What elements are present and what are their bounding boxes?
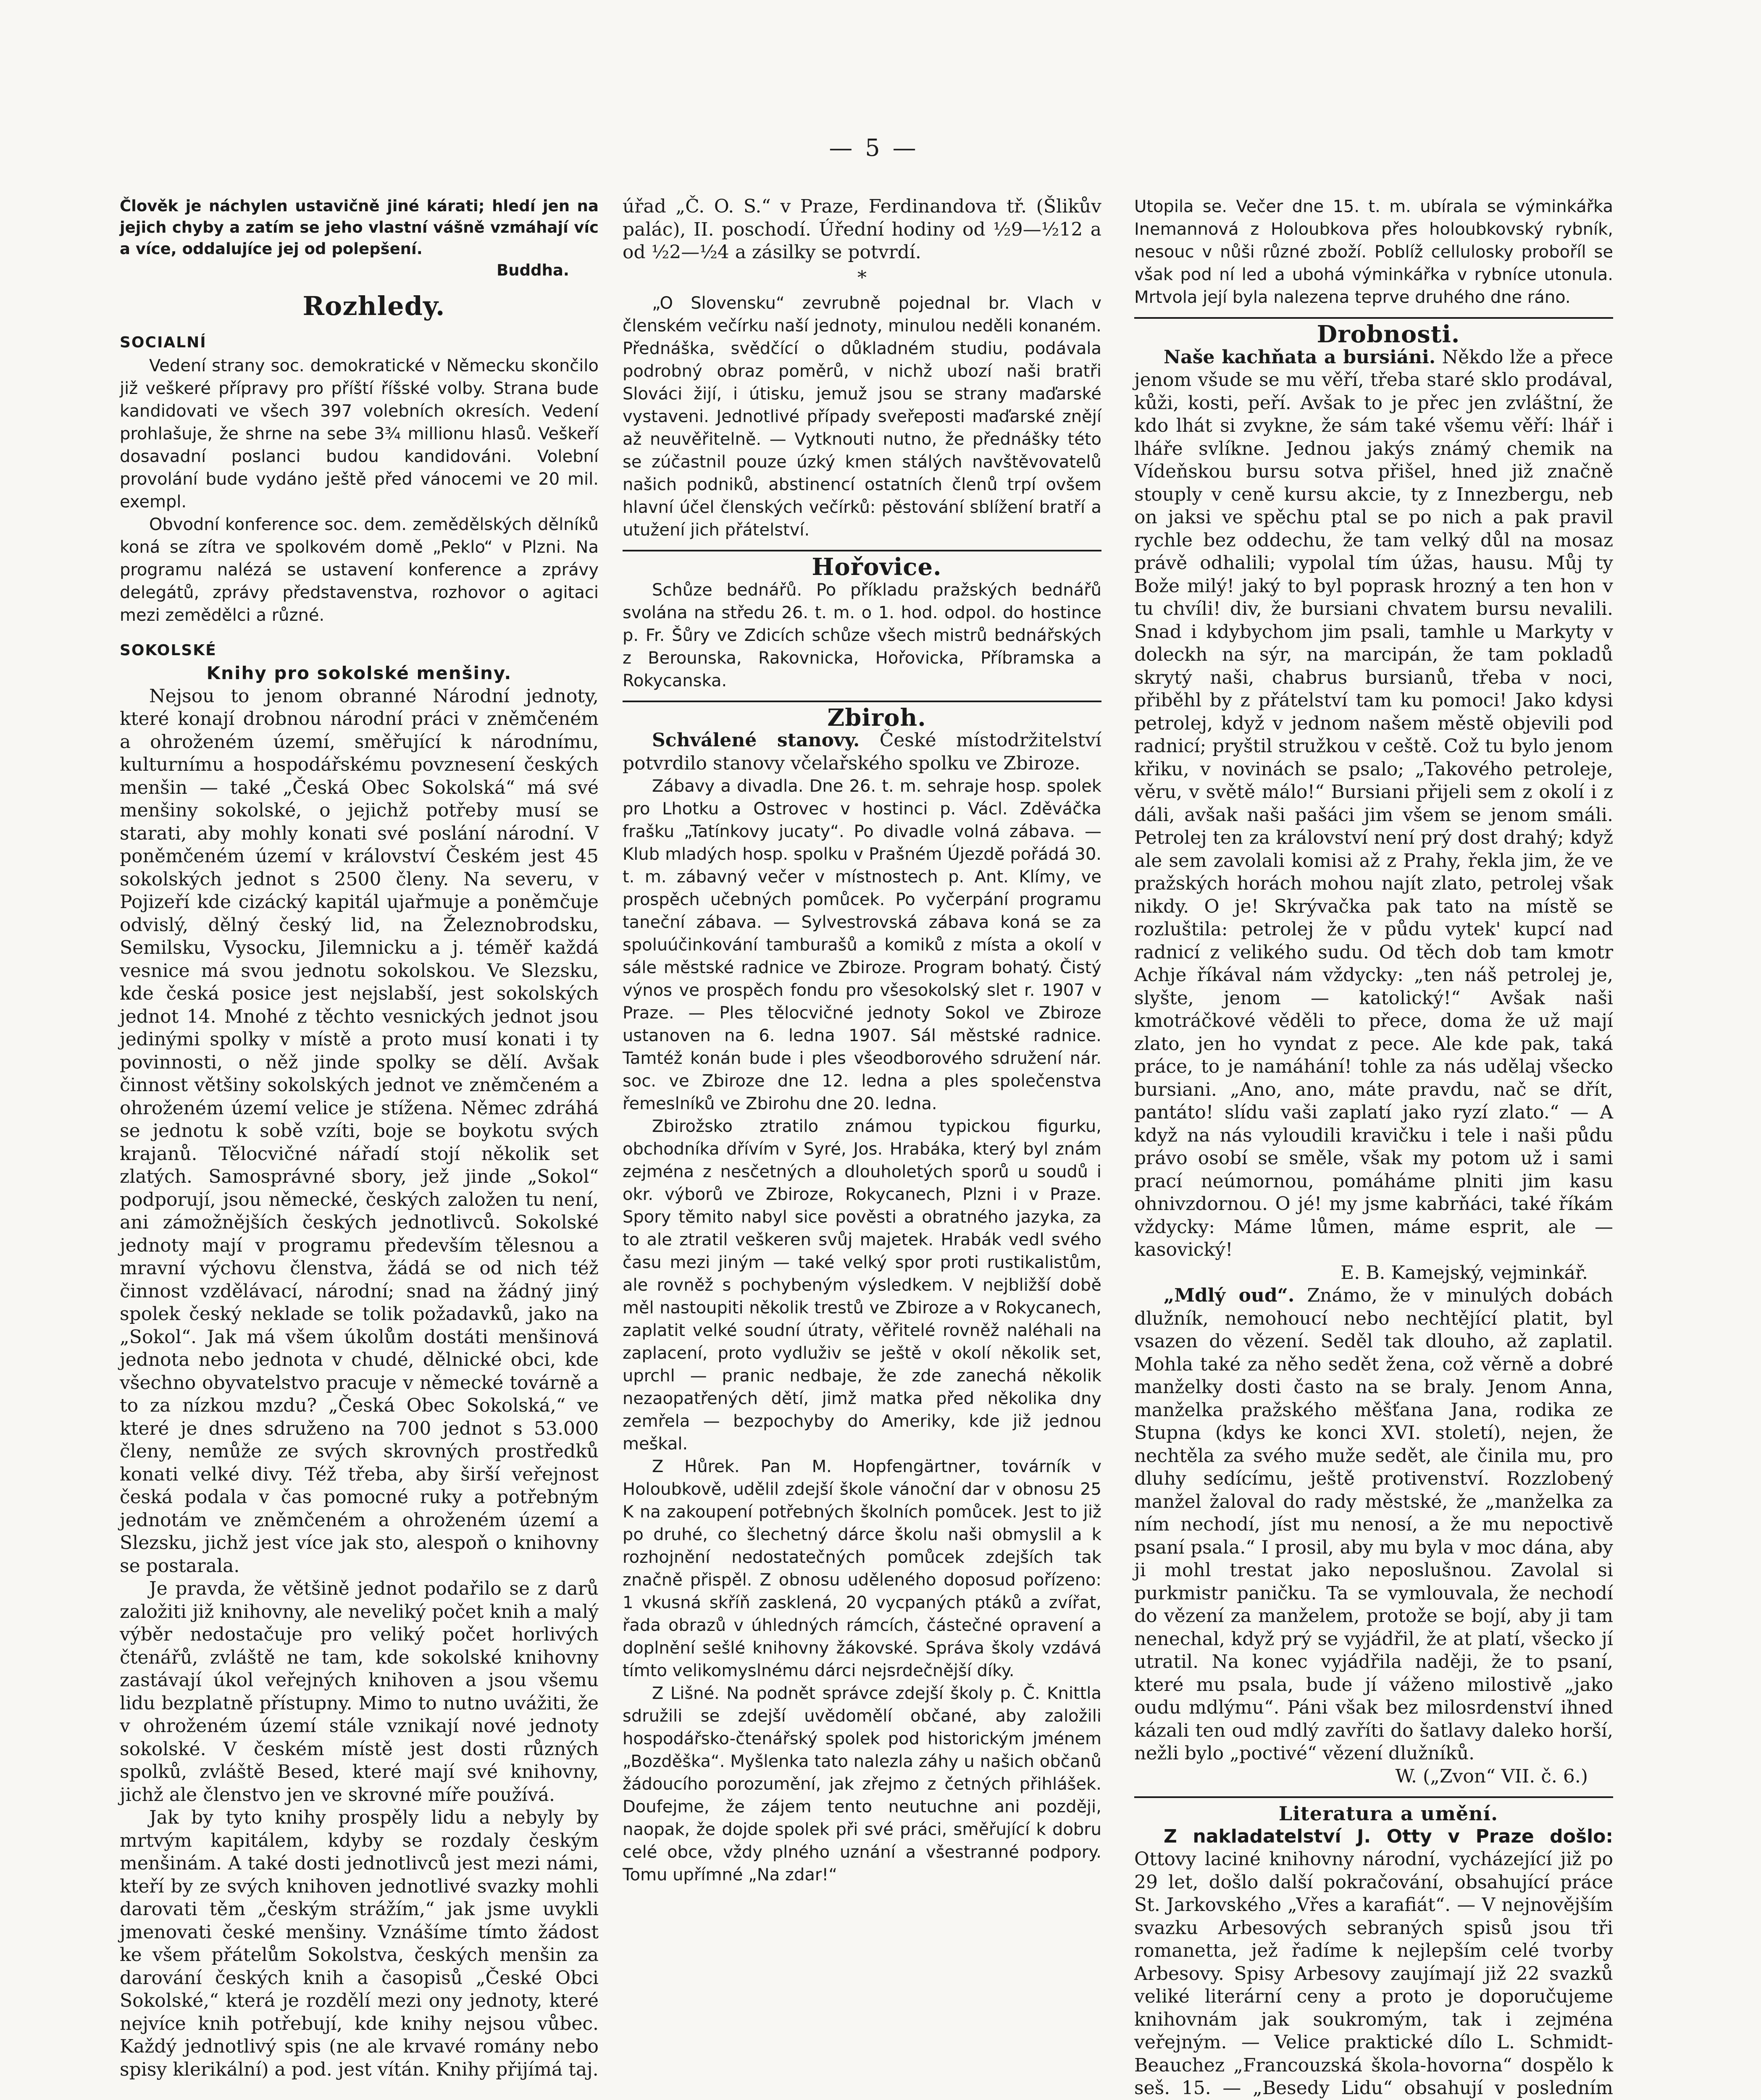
article-kachnata-text: Někdo lže a přece jenom všude se mu věří, třeba staré sklo prodával, kůži, kosti, peří. Avšak to je přec jen zvláštní, že kdo lhát si zvykne, že sám také všemu věří: lhář i lháře svlíkne. Jednou jakýs známý chemik na Vídeňskou bursu sotva přišel, hned již značně stouply v ceně kursu akcie, ty z Innezbergu, neb on jaksi ve spěchu ptal se po nich a pak pravil rychle bez oddechu, že tam velký důl na mosaz právě odhalili; vypolal tím úžas, hausu. Můj ty Bože milý! jaký to byl poprask hrozný a ten hon v tu chvíli! div, že bursiani chvatem bursu nevalili. Snad i kdybychom jim psali, tamhle u Markyty v doleckh na sýr, na marcipán, že tam pokladů skrytý naši, chabrus bursianů, třeba v noci, přiběhl by z přátelství tam ku pomoci! Jako kdysi petrolej, když v jednom našem městě objevili pod radnicí; pryštil stružkou v ceště. Což tu bylo jenom křiku, v novinách se psalo; „Takového petroleje, věru, v světě málo!“ Bursiani přijeli sem z okolí i z dáli, avšak naši pašáci jim všem se jenom smáli. Petrolej ten za království není prý dost drahý; když ale sem zavolali komisi až z Prahy, řekla jim, že ve pražských horách mohou najít zlato, petrolej však nikdy. O je! Skrývačka pak tato na místě se rozluštila: petrolej že v půdu vytek' kupcí nad radnicí z velikého sudu. Od těch dob tam kmotr Achje říkával nám vždycky: „ten náš petrolej je, slyšte, jenom — katolický!“ Avšak naši kmotráčkové věděli to přece, doma že už mají zlato, jen ho vyndat z pece. Ale kde pak, taká práce, to je namáhání! tohle za nás udělaj všecko bursiani. „Ano, ano, máte pravdu, nač se dřít, pantáto! slídu vaši zaplatí jako ryzí zlato.“ — A když na nás vyloudili kravičku i tele i naši půdu právo osobí se směle, však my potom už i sami prací neúmornou, pomáháme plniti jim kasu ohnivzdornou. O jé! my jsme kabrňáci, také říkám vždycky: Máme lůmen, máme esprit, ale — kasovický!	[1134, 346, 1613, 1260]
article-socialni-1: Vedení strany soc. demokratické v Německu skončilo již veškeré přípravy pro příští říšské volby. Strana bude kandidovati ve všech 397 volebních okresích. Vedení prohlašuje, že shrne na sebe 3¾ millionu hlasů. Veškeří dosavadní poslanci budou kandidováni. Volební provolání bude vydáno ještě před vánocemi ve 20 mil. exempl.	[120, 356, 599, 512]
label-sokolske: SOKOLSKÉ	[120, 641, 217, 659]
article-title-kachnata: Naše kachňata a bursiáni.	[1164, 346, 1436, 368]
page-number: — 5 —	[829, 134, 919, 162]
column-rule	[623, 550, 1101, 551]
signature-kamejsky: E. B. Kamejský, vejminkář.	[1340, 1262, 1588, 1284]
article-utopila-se: Utopila se. Večer dne 15. t. m. ubírala se výminkářka Inemannová z Holoubkova přes holoubkovský rybník, nesouc v nůši různé zboží. Poblíž cellulosky proboříl se však pod ní led a ubohá výminkářka v rybníce utonula. Mrtvola její byla nalezena teprve druhého dne ráno.	[1134, 197, 1613, 307]
column-rule	[1134, 317, 1613, 319]
column-1	[120, 195, 599, 2081]
column-3	[1134, 195, 1613, 2100]
article-sokol-paragraph-2: Je pravda, že většině jednot podařilo se z darů založiti již knihovny, ale neveliký počet knih a malý výběr nedostačuje pro veliký počet horlivých čtenářů, zvláště ne tam, kde sokolské knihovny zastávají úkol veřejných knihoven a jsou všemu lidu bezplatně přístupny. Mimo to nutno uvážiti, že v ohroženém území stále vznikají nové jednoty sokolské. V českém místě jest dosti různých spolků, zvláště Besed, které mají své knihovny, jichž ale členstvo jen ve skrovné míře používá.	[120, 1578, 599, 1806]
section-heading-rozhledy: Rozhledy.	[302, 291, 445, 321]
article-mdly-text: Známo, že v minulých dobách dlužník, nemohoucí nebo nechtějící platit, byl vsazen do vězení. Seděl tak dlouho, až zaplatil. Mohla také za něho sedět žena, což věrně a dobré manželky dosti často na se braly. Jenom Anna, manželka pražského měšťana Jana, rodika ze Stupna (kdys ke konci XVI. století), nejen, že nechtěla za svého muže sedět, ale činila mu, pro dluhy sedícímu, ještě protivenství. Rozzlobený manžel žaloval do rady městské, že „manželka za ním nechodí, jíst mu nenosí, a že mu nepoctivě psaní psala.“ I prosil, aby mu byla v moc dána, aby ji mohl trestat jako neposlušnou. Zavolal si purkmistr paničku. Ta se vymlouvala, že nechodí do vězení za manželem, protože se bojí, aby ji tam nenechal, když prý se vyjádřil, že at platí, všecko jí utratil. Na konec vyjádřila naději, že to psaní, které mu psala, bude jí váženo milostivě „jako oudu mdlýmu“. Páni však bez milosrdenství ihned kázali ten oud mdlý zavříti do šatlavy daleko horší, nežli bylo „poctivé“ vězení dlužníků.	[1134, 1285, 1613, 1764]
article-sokol-continued: úřad „Č. O. S.“ v Praze, Ferdinandova tř. (Šlikův palác), II. poschodí. Úřední hodiny od ½9—½12 a od ½2—½4 a zásilky se potvrdí.	[623, 196, 1101, 263]
article-title-sokol: Knihy pro sokolské menšiny.	[206, 663, 512, 683]
article-sokol-paragraph-1: Nejsou to jenom obranné Národní jednoty, které konají drobnou národní práci v zněmčeném a ohroženém území, směřující k národnímu, kulturnímu a hospodářskému povznesení českých menšin — také „Česká Obec Sokolská“ má své menšiny sokolské, o jejichž potřeby musí se starati, aby mohly konati své poslání národní. V poněmčeném území v království Českém jest 45 sokolských jednot s 2500 členy. Na severu, v Pojizeří kde cizácký kapitál ujařmuje a poněmčuje odvislý, dělný český lid, na Železnobrodsku, Semilsku, Vysocku, Jilemnicku a j. téměř každá vesnice má svou jednotu sokolskou. Ve Slezsku, kde česká posice jest nejslabší, jest sokolských jednot 14. Mnohé z těchto vesnických jednot jsou jedinými spolky v místě a proto musí konati i ty povinnosti, o něž jinde spolky se dělí. Avšak činnost většiny sokolských jednot ve zněmčeném a ohroženém území velice je stížena. Němec zdráhá se jednotu k sobě vzíti, boje se boykotu svých krajanů. Tělocvičné nářadí stojí několik set zlatých. Samosprávné sbory, jež jinde „Sokol“ podporují, jsou německé, českých založen tu není, ani zámožnějších českých jednotlivců. Sokolské jednoty mají v programu především tělesnou a mravní výchovu členstva, žádá se od nich též činnost vzdělávací, národní; snad na žádný jiný spolek český neklade se tolik požadavků, jako na „Sokol“. Jak má všem úkolům dostáti menšinová jednota nebo jednota v chudé, dělnické obci, kde všechno obyvatelstvo pracuje v německé továrně a to za nízkou mzdu? „Česká Obec Sokolská,“ ve které je dnes sdruženo na 700 jednot s 53.000 členy, nemůže ze svých skrovných prostředků konati velké divy. Též třeba, aby širší veřejnost česká podala v čas pomocné ruky a potřebným jednotám ve zněmčeném a ohroženém území a Slezsku, jichž jest více jak sto, alespoň o knihovny se postarala.	[120, 685, 599, 1577]
article-sokol-paragraph-3: Jak by tyto knihy prospěly lidu a nebyly by mrtvým kapitálem, kdyby se rozdaly českým menšinám. A také dosti jednotlivců jest mezi námi, kteří by ze svých knihoven jednotlivé svazky mohli darovati těm „českým strážím,“ jak jsme uvykli jmenovati české menšiny. Vznášíme tímto žádost ke všem přátelům Sokolstva, českých menšin za darování českých knih a časopisů „České Obci Sokolské,“ která je rozdělí mezi ony jednoty, které nejvíce knih potřebují, kde knihy nejsou vůbec. Každý jednotlivý spis (ne ale krvavé romány nebo spisy klerikální) a pod. jest vítán. Knihy přijímá taj.	[120, 1807, 599, 2080]
signature-zvon: W. („Zvon“ VII. č. 6.)	[1395, 1765, 1588, 1787]
article-lead-otto: Z nakladatelství J. Otty v Praze došlo:	[1164, 1825, 1613, 1847]
article-title-mdly-oud: „Mdlý oud“.	[1164, 1285, 1295, 1306]
label-socialni: SOCIALNÍ	[120, 334, 207, 351]
article-schvalene-stanovy	[623, 729, 1101, 775]
section-heading-horovice: Hořovice.	[812, 553, 942, 581]
article-literatura	[1134, 1825, 1613, 2100]
article-socialni-2: Obvodní konference soc. dem. zemědělských dělníků koná se zítra ve spolkovém domě „Peklo“ v Plzni. Na programu nalézá se ustavení konference a zprávy delegátů, zprávy představenstva, rozhovor o agitaci mezi zemědělci a různé.	[120, 514, 599, 625]
column-2	[623, 195, 1101, 1886]
column-rule	[623, 701, 1101, 702]
column-rule	[1134, 1796, 1613, 1798]
article-schvalene-text: České místodržitelství potvrdilo stanovy včelařského spolku ve Zbiroze.	[623, 730, 1101, 774]
separator-star: *	[857, 267, 867, 289]
epigraph-text: Člověk je náchylen ustavičně jiné kárati; hledí jen na jejich chyby a zatím se jeho vlastní vášně vzmáhají víc a více, oddalujíce jej od polepšení.	[120, 197, 599, 258]
article-mdly-oud	[1134, 1284, 1613, 1765]
article-z-lisne: Z Lišné. Na podnět správce zdejší školy p. Č. Knittla sdružili se zdejší uvědomělí občané, aby založili hospodářsko-čtenářský spolek pod historickým jménem „Bozděška“. Myšlenka tato nalezla záhy u našich občanů žádoucího porozumění, jak zřejmo z četných přihlášek. Doufejme, že zájem tento neutuchne ani později, naopak, že dojde spolek při své práci, směřující k dobru celé obce, vždy plného uznání a všestranné podpory. Tomu upřímné „Na zdar!“	[623, 1684, 1101, 1885]
section-heading-literatura: Literatura a umění.	[1278, 1802, 1498, 1825]
article-z-hurek: Z Hůrek. Pan M. Hopfengärtner, továrník v Holoubkově, udělil zdejší škole vánoční dar v obnosu 25 K na zakoupení potřebných školních pomůcek. Jest to již po druhé, co šlechetný dárce školu naši obmyslil a k rozhojnění nedostatečných pomůcek zdejších tak značně přispěl. Z obnosu uděleného doposud pořízeno: 1 vkusná skříň zasklená, 20 vycpaných ptáků a zvířat, řada obrazů v úhledných rámcích, částečné opravení a doplnění sešlé knihovny žákovské. Správa školy vzdává tímto velikomyslnému dárci nejsrdečnější díky.	[623, 1457, 1101, 1680]
article-slovensko: „O Slovensku“ zevrubně pojednal br. Vlach v členském večírku naší jednoty, minulou neděli konaném. Přednáška, svědčící o důkladném studiu, podávala podrobný obraz poměrů, v nichž ubozí naši bratři Slováci žijí, i útisku, jemuž jsou se strany maďarské vystaveni. Jednotlivé případy sveřeposti maďarské znějí až neuvěřitelně. — Vytknouti nutno, že přednášky této se zúčastnil pouze úzký kmen stálých navštěvovatelů našich podniků, abstinencí ostatních členů trpí ovšem hlavní účel členských večírků: pěstování sblížení bratří a utužení jich přátelství.	[623, 294, 1101, 540]
article-literatura-text: Ottovy laciné knihovny národní, vycházející již po 29 let, došlo další pokračování, obsahující práce St. Jarkovského „Vřes a karafiát“. — V nejnovějším svazku Arbesových sebraných spisů jsou tři romanetta, jež řadíme k nejlepším celé tvorby Arbesovy. Spisy Arbesovy zaujímají již 22 svazků veliké literární ceny a proto je doporučujeme knihovnám jak soukromým, tak i zejména veřejným. — Velice praktické dílo L. Schmidt-Beauchez „Francouzská škola-hovorna“ dospělo k seš. 15. — „Besedy Lidu“ obsahují v posledním	[1134, 1848, 1613, 2099]
article-title-schvalene: Schválené stanovy.	[652, 730, 860, 751]
article-zabavy: Zábavy a divadla. Dne 26. t. m. sehraje hosp. spolek pro Lhotku a Ostrovec v hostinci p. Václ. Zděváčka frašku „Tatínkovy jucaty“. Po divadle volná zábava. — Klub mladých hosp. spolku v Prašném Újezdě pořádá 30. t. m. zábavný večer v místnostech p. Ant. Klímy, ve prospěch učebných pomůcek. Po vyčerpání programu taneční zábava. — Sylvestrovská zábava koná se za spoluúčinkování tamburašů a komiků z místa a okolí v sále městské radnice ve Zbiroze. Program bohatý. Čistý výnos ve prospěch fondu pro všesokolský slet r. 1907 v Praze. — Ples tělocvičné jednoty Sokol ve Zbiroze ustanoven na 6. ledna 1907. Sál městské radnice. Tamtéž konán bude i ples všeodborového sdružení nár. soc. ve Zbiroze dne 12. ledna a ples společenstva řemeslníků ve Zbirohu dne 20. ledna.	[623, 777, 1101, 1113]
article-kachnata	[1134, 346, 1613, 1262]
article-ztratilo: Zbirožsko ztratilo známou typickou figurku, obchodníka dřívím v Syré, Jos. Hrabáka, který byl znám zejména z nesčetných a dlouholetých sporů u soudů i okr. výborů ve Zbiroze, Rokycanech, Plzni i v Praze. Spory těmito nabyl sice pověsti a obratného jazyka, za to ale ztratil veškeren svůj majetek. Hrabák vedl svého času mezi jiným — také velký spor proti rustikalistům, ale rovněž s pochybeným výsledkem. V nejbližší době měl nastoupiti několik trestů ve Zbiroze a v Rokycanech, zaplatit velké soudní útraty, věřitelé rovněž naléhali na zaplacení, proto vydluživ se ještě v okolí několik set, uprchl — pranic nedbaje, že zde zanechá několik nezaopatřených dětí, jimž matka před několika dny zemřela — bezpochyby do Ameriky, kde již jednou meškal.	[623, 1117, 1101, 1454]
article-horovice: Schůze bednářů. Po příkladu pražských bednářů svolána na středu 26. t. m. o 1. hod. odpol. do hostince p. Fr. Šůry ve Zdicích schůze všech mistrů bednářských z Berounska, Rakovnicka, Hořovicka, Příbramska a Rokycanska.	[623, 580, 1101, 690]
section-heading-zbiroh: Zbiroh.	[827, 704, 926, 732]
epigraph-quote	[120, 195, 599, 281]
section-heading-drobnosti: Drobnosti.	[1317, 320, 1460, 348]
epigraph-author: Buddha.	[497, 261, 569, 279]
